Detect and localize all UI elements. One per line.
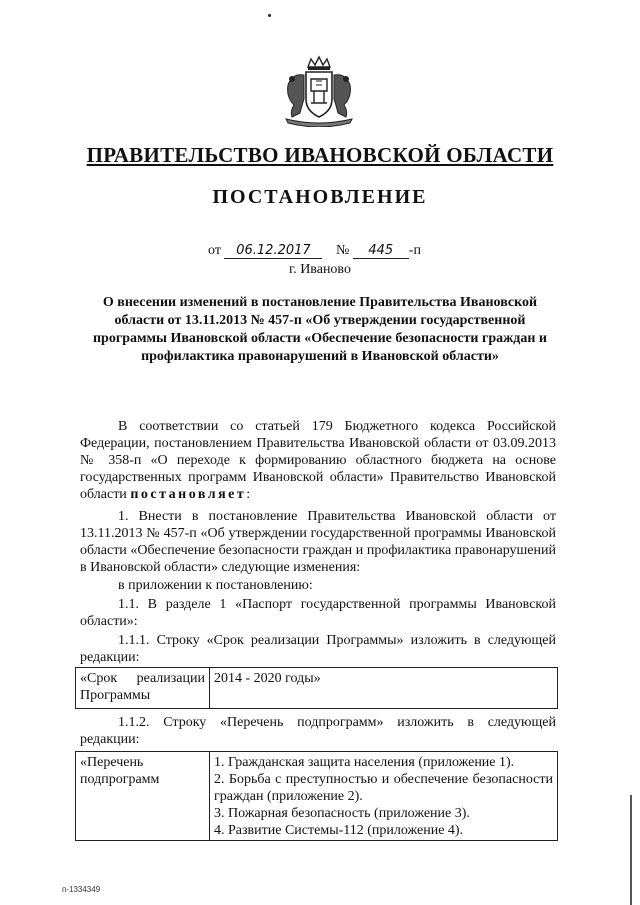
subprogram-list [210, 752, 557, 840]
table-label: «Перечень подпрограмм [76, 752, 210, 840]
paragraph-item-1-1: 1.1. В разделе 1 «Паспорт государственной программы Ивановской области»: [80, 597, 556, 629]
table-subprograms [75, 751, 558, 841]
government-name: ПРАВИТЕЛЬСТВО ИВАНОВСКОЙ ОБЛАСТИ [86, 143, 554, 167]
preamble-end: : [246, 487, 251, 502]
date-prefix: от [208, 243, 221, 258]
document-code: п-1334349 [62, 885, 101, 894]
coat-of-arms-icon [278, 55, 360, 127]
paragraph-appendix: в приложении к постановлению: [118, 578, 313, 593]
paragraph-item-1-1-1: 1.1.1. Строку «Срок реализации Программы» изложить в следующей редакции: [80, 633, 556, 665]
number-suffix: -п [408, 243, 421, 258]
preamble-text: В соответствии со статьей 179 Бюджетного кодекса Российской Федерации, постановлением Правительства Ивановской области от 03.09.2013 № 358-п «О переходе к формированию областного бюджета на основе государственных программ Ивановской области» Правительство Ивановской области [80, 419, 556, 502]
list-item: 2. Борьба с преступностью и обеспечение безопасности граждан (приложение 2). [214, 772, 553, 804]
number-prefix: № [335, 243, 350, 258]
document-heading: О внесении изменений в постановление Правительства Ивановской области от 13.11.2013 № 457-п «Об утверждении государственной программы Ивановской области «Обеспечение безопасности граждан и профилактика правонарушений в Ивановской области» [92, 295, 547, 364]
document-date: 06.12.2017 [224, 243, 322, 259]
city: г. Иваново [289, 262, 351, 277]
date-number-line [208, 243, 421, 259]
list-item: 3. Пожарная безопасность (приложение 3). [214, 806, 470, 821]
document-type: ПОСТАНОВЛЕНИЕ [212, 186, 428, 208]
document-number: 445 [353, 243, 409, 259]
list-item: 1. Гражданская защита населения (приложение 1). [214, 755, 515, 770]
scan-edge-line [630, 795, 632, 905]
paragraph-item-1: 1. Внести в постановление Правительства Ивановской области от 13.11.2013 № 457-п «Об утверждении государственной программы Ивановской области «Обеспечение безопасности граждан и профилактика правонарушений в Ивановской области» следующие изменения: [80, 509, 556, 575]
scan-speck [268, 14, 271, 17]
table-label: «Срок реализации Программы [76, 668, 210, 708]
table-value: 2014 - 2020 годы» [214, 671, 321, 686]
table-program-term [75, 667, 558, 709]
preamble-decree-word: постановляет [130, 487, 247, 502]
list-item: 4. Развитие Системы-112 (приложение 4). [214, 823, 464, 838]
paragraph-item-1-1-2: 1.1.2. Строку «Перечень подпрограмм» изложить в следующей редакции: [80, 715, 556, 747]
paragraph-preamble [80, 418, 556, 503]
